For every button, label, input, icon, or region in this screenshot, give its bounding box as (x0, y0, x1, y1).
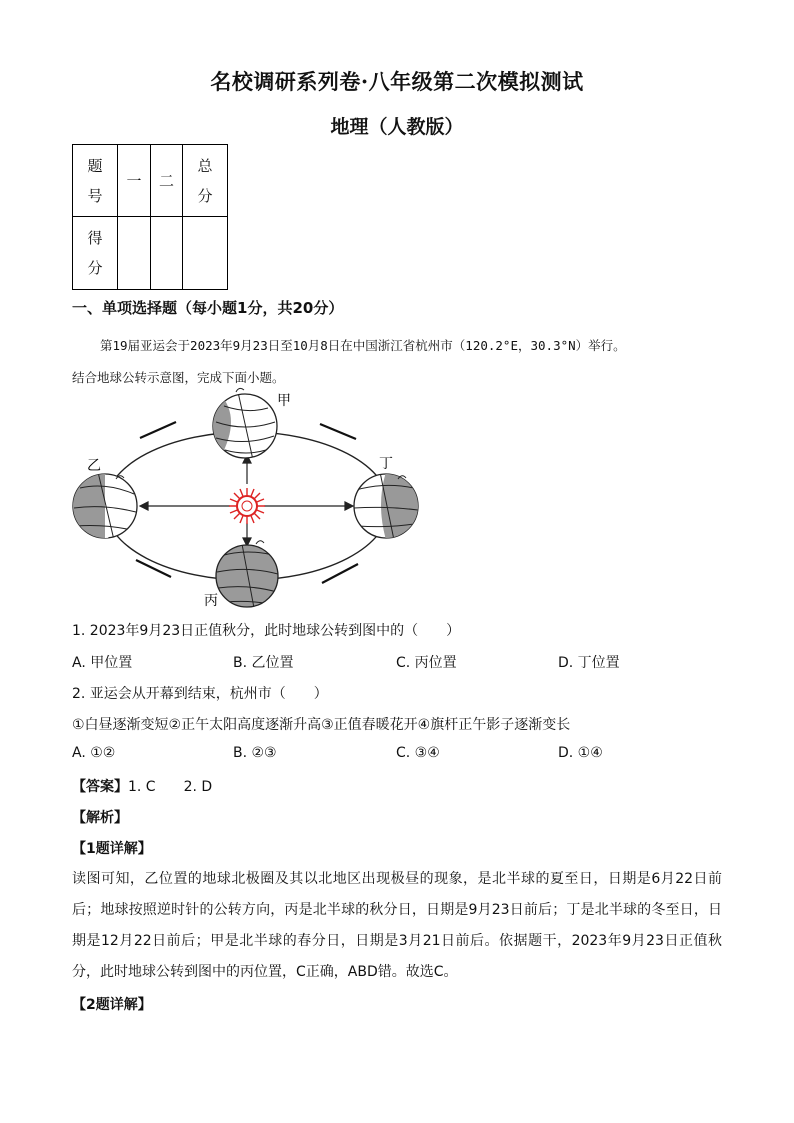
score-cell-total (183, 145, 228, 217)
score-cell-label (73, 217, 118, 290)
label-bing: 丙 (204, 593, 218, 609)
label-yi: 乙 (87, 458, 101, 474)
score-cell-label (73, 145, 118, 217)
q2-option-c[interactable]: C. ③④ (396, 745, 440, 761)
score-input-1[interactable] (118, 217, 151, 290)
sun-icon (229, 488, 265, 524)
question-2-stem: 2. 亚运会从开幕到结束，杭州市（ ） (72, 686, 328, 702)
earth-revolution-diagram (70, 384, 430, 610)
q2-option-b[interactable]: B. ②③ (233, 745, 277, 761)
score-label-zongfen: 总 分 (197, 156, 213, 205)
q2-option-a[interactable]: A. ①② (72, 745, 116, 761)
answer-tag: 【答案】 (72, 779, 128, 795)
section-heading: 一、单项选择题（每小题1分，共20分） (72, 299, 344, 317)
answer-text: 1. C 2. D (128, 779, 213, 795)
score-label-defen: 得 分 (87, 229, 103, 277)
detail-2-heading: 【2题详解】 (72, 997, 152, 1013)
q1-option-d[interactable]: D. 丁位置 (558, 655, 620, 671)
earth-yi (70, 472, 137, 542)
q1-option-a[interactable]: A. 甲位置 (72, 655, 133, 671)
detail-1-heading: 【1题详解】 (72, 841, 152, 857)
intro-line-2: 结合地球公转示意图，完成下面小题。 (72, 370, 285, 385)
earth-ding (354, 472, 420, 540)
question-1-stem: 1. 2023年9月23日正值秋分，此时地球公转到图中的（ ） (72, 623, 461, 639)
score-label-tihao: 题 号 (87, 156, 103, 205)
label-ding: 丁 (379, 456, 393, 472)
earth-jia (210, 388, 277, 460)
q1-option-c[interactable]: C. 丙位置 (396, 655, 457, 671)
question-2-statements: ①白昼逐渐变短②正午太阳高度逐渐升高③正值春暖花开④旗杆正午影子逐渐变长 (72, 717, 571, 733)
detail-1-text: 读图可知，乙位置的地球北极圈及其以北地区出现极昼的现象，是北半球的夏至日，日期是6月22日前后；地球按照逆时针的公转方向，丙是北半球的秋分日，日期是9月23日前后；丁是北半球的冬至日，日期是12月22日前后；甲是北半球的春分日，日期是3月21日前后。依据题干，2023年9月23日正值秋分，此时地球公转到图中的丙位置，C正确，ABD错。故选C。 (72, 871, 722, 980)
page-subtitle: 地理（人教版） (330, 116, 464, 138)
earth-bing (216, 541, 278, 608)
answer-line (72, 776, 212, 796)
page-title: 名校调研系列卷·八年级第二次模拟测试 (210, 69, 584, 94)
score-cell-2: 二 (151, 145, 183, 217)
analysis-tag: 【解析】 (72, 810, 128, 826)
intro-line-1: 第19届亚运会于2023年9月23日至10月8日在中国浙江省杭州市（120.2°E，30.3°N）举行。 (100, 338, 626, 353)
score-cell-1: 一 (118, 145, 151, 217)
q2-option-d[interactable]: D. ①④ (558, 745, 603, 761)
q1-option-b[interactable]: B. 乙位置 (233, 655, 294, 671)
label-jia: 甲 (277, 393, 291, 409)
score-table (72, 144, 228, 290)
score-input-total[interactable] (183, 217, 228, 290)
score-input-2[interactable] (151, 217, 183, 290)
